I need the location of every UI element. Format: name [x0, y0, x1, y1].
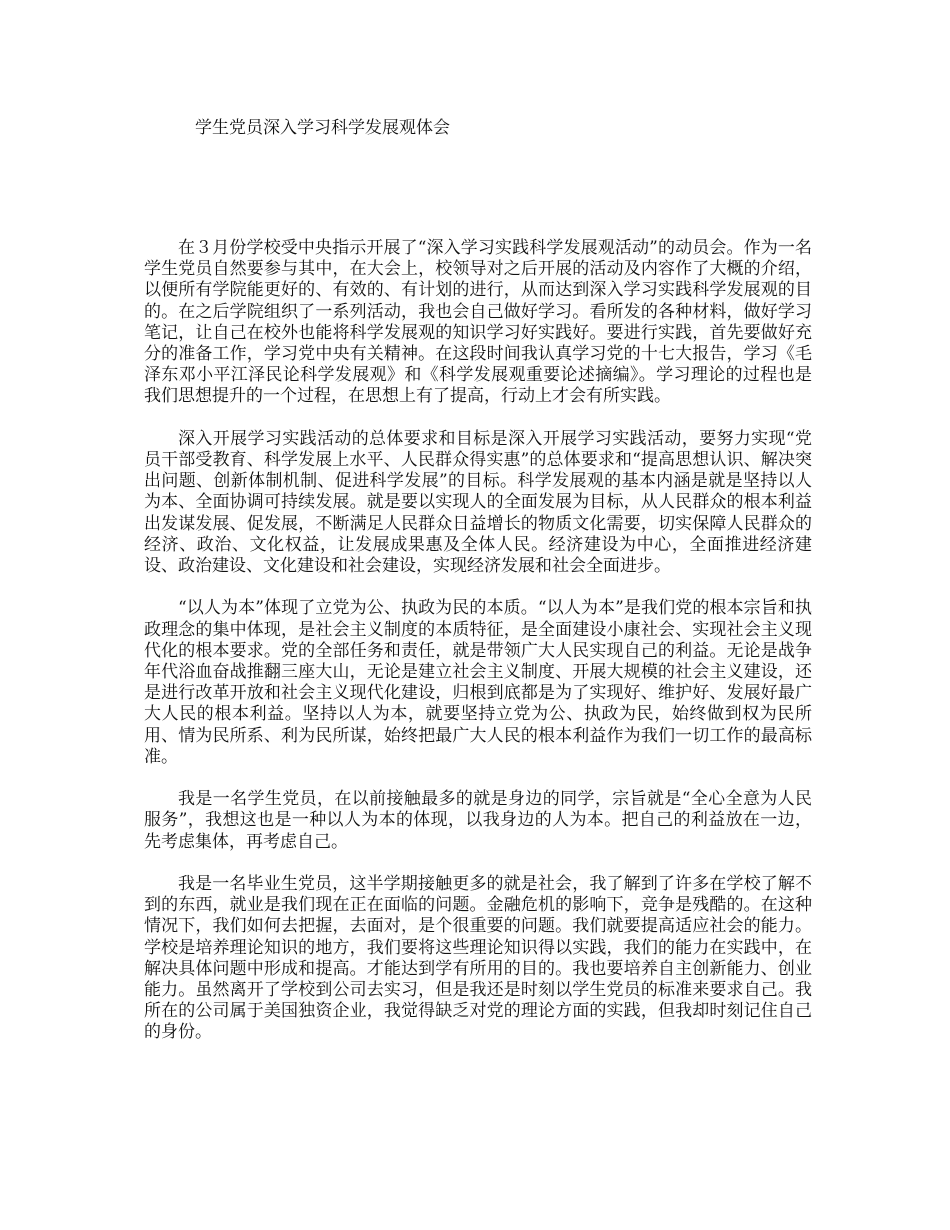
- paragraph-3: “以人为本”体现了立党为公、执政为民的本质。“以人为本”是我们党的根本宗旨和执政理念的集中体现，是社会主义制度的本质特征，是全面建设小康社会、实现社会主义现代化的根本要求。党的全部任务和责任，就是带领广大人民实现自己的利益。无论是战争年代浴血奋战推翻三座大山，无论是建立社会主义制度、开展大规模的社会主义建设，还是进行改革开放和社会主义现代化建设，归根到底都是为了实现好、维护好、发展好最广大人民的根本利益。坚持以人为本，就要坚持立党为公、执政为民，始终做到权为民所用、情为民所系、利为民所谋，始终把最广大人民的根本利益作为我们一切工作的最高标准。: [144, 598, 812, 767]
- paragraph-1: 在３月份学校受中央指示开展了“深入学习实践科学发展观活动”的动员会。作为一名学生党员自然要参与其中，在大会上，校领导对之后开展的活动及内容作了大概的介绍，以便所有学院能更好的、有效的、有计划的进行，从而达到深入学习实践科学发展观的目的。在之后学院组织了一系列活动，我也会自己做好学习。看所发的各种材料，做好学习笔记，让自己在校外也能将科学发展观的知识学习好实践好。要进行实践，首先要做好充分的准备工作，学习党中央有关精神。在这段时间我认真学习党的十七大报告，学习《毛泽东邓小平江泽民论科学发展观》和《科学发展观重要论述摘编》。学习理论的过程也是我们思想提升的一个过程，在思想上有了提高，行动上才会有所实践。: [144, 238, 812, 407]
- paragraph-5: 我是一名毕业生党员，这半学期接触更多的就是社会，我了解到了许多在学校了解不到的东西，就业是我们现在正在面临的问题。金融危机的影响下，竞争是残酷的。在这种情况下，我们如何去把握，去面对，是个很重要的问题。我们就要提高适应社会的能力。学校是培养理论知识的地方，我们要将这些理论知识得以实践，我们的能力在实践中，在解决具体问题中形成和提高。才能达到学有所用的目的。我也要培养自主创新能力、创业能力。虽然离开了学校到公司去实习，但是我还是时刻以学生党员的标准来要求自己。我所在的公司属于美国独资企业，我觉得缺乏对党的理论方面的实践，但我却时刻记住自己的身份。: [144, 874, 812, 1043]
- paragraph-2: 深入开展学习实践活动的总体要求和目标是深入开展学习实践活动，要努力实现“党员干部受教育、科学发展上水平、人民群众得实惠”的总体要求和“提高思想认识、解决突出问题、创新体制机制、促进科学发展”的目标。科学发展观的基本内涵是就是坚持以人为本、全面协调可持续发展。就是要以实现人的全面发展为目标，从人民群众的根本利益出发谋发展、促发展，不断满足人民群众日益增长的物质文化需要，切实保障人民群众的经济、政治、文化权益，让发展成果惠及全体人民。经济建设为中心，全面推进经济建设、政治建设、文化建设和社会建设，实现经济发展和社会全面进步。: [144, 428, 812, 577]
- document-title: 学生党员深入学习科学发展观体会: [195, 118, 450, 138]
- document-body: [144, 238, 812, 1065]
- paragraph-4: 我是一名学生党员，在以前接触最多的就是身边的同学，宗旨就是“全心全意为人民服务”，我想这也是一种以人为本的体现，以我身边的人为本。把自己的利益放在一边，先考虑集体，再考虑自己。: [144, 789, 812, 852]
